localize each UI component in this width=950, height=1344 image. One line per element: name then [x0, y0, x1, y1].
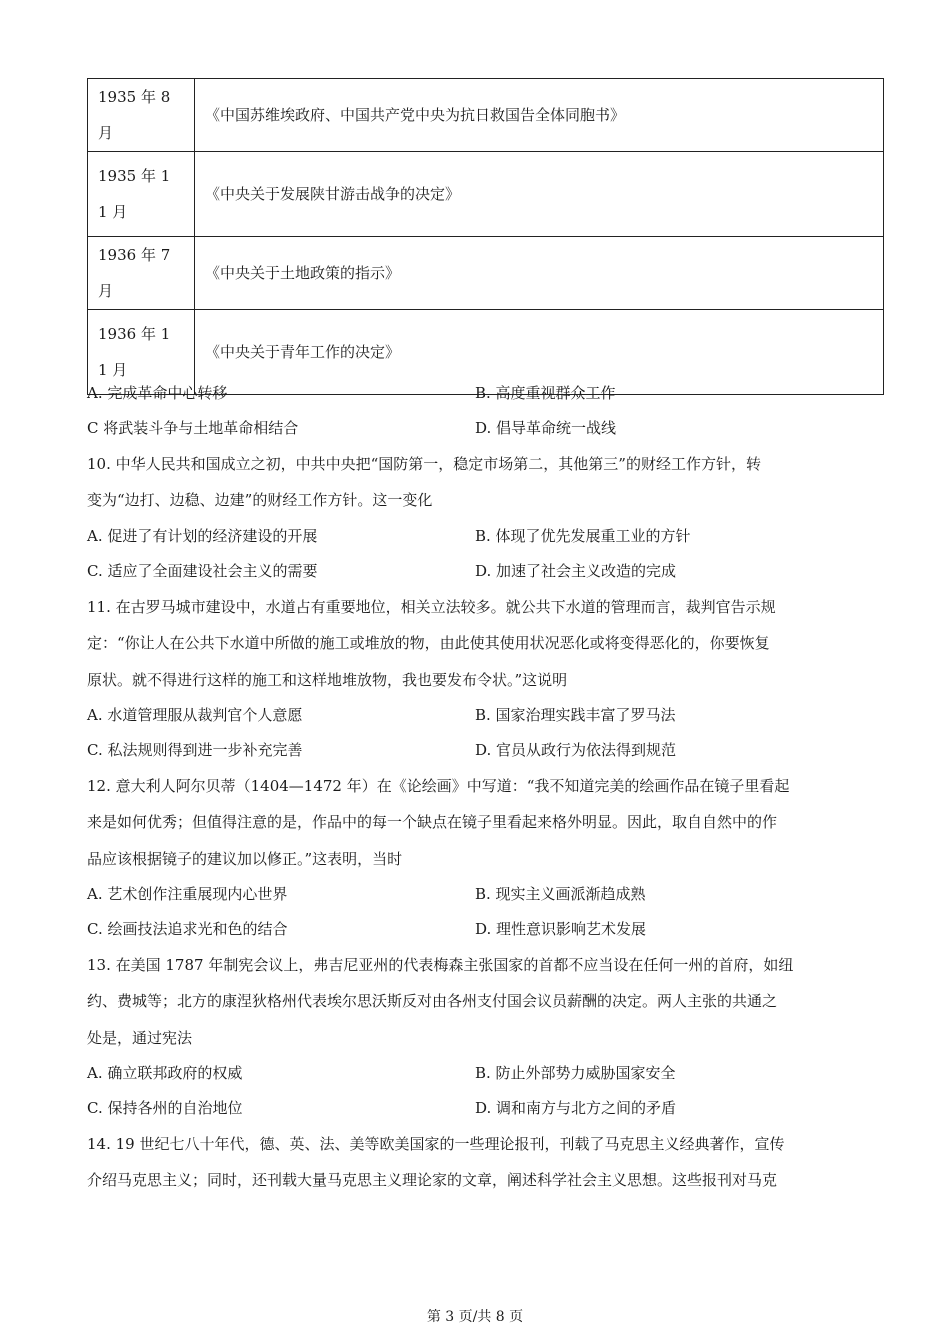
q13-stem-line: 约、费城等；北方的康涅狄格州代表埃尔思沃斯反对由各州支付国会议员薪酬的决定。两人主张的共通之 [87, 992, 778, 1010]
q11-stem-line: 定：“你让人在公共下水道中所做的施工或堆放的物，由此使其使用状况恶化或将变得恶化的，你要恢复 [87, 634, 770, 652]
q12-stem-line: 12. 意大利人阿尔贝蒂（1404—1472 年）在《论绘画》中写道：“我不知道完美的绘画作品在镜子里看起 [87, 777, 790, 795]
table-cell-date: 1936 年 11 月 [88, 310, 195, 395]
table-cell-document: 《中央关于土地政策的指示》 [195, 237, 884, 310]
q12-option-c: C. 绘画技法追求光和色的结合 [87, 920, 288, 938]
q11-option-a: A. 水道管理服从裁判官个人意愿 [87, 706, 303, 724]
q11-stem-line: 原状。就不得进行这样的施工和这样地堆放物，我也要发布令状。”这说明 [87, 671, 568, 689]
event-table [87, 78, 884, 395]
q14-stem-line: 14. 19 世纪七八十年代，德、英、法、美等欧美国家的一些理论报刊，刊载了马克思主义经典著作，宣传 [87, 1135, 785, 1153]
q9-option-b: B. 高度重视群众工作 [475, 384, 616, 402]
table-cell-date: 1935 年 11 月 [88, 152, 195, 237]
q12-stem-line: 来是如何优秀；但值得注意的是，作品中的每一个缺点在镜子里看起来格外明显。因此，取自自然中的作 [87, 813, 778, 831]
q11-stem-line: 11. 在古罗马城市建设中，水道占有重要地位，相关立法较多。就公共下水道的管理而言，裁判官告示规 [87, 598, 776, 616]
q9-option-a: A. 完成革命中心转移 [87, 384, 228, 402]
table-row [88, 79, 884, 152]
table-row [88, 237, 884, 310]
q10-option-a: A. 促进了有计划的经济建设的开展 [87, 527, 318, 545]
q12-stem-line: 品应该根据镜子的建议加以修正。”这表明，当时 [87, 850, 403, 868]
q10-option-d: D. 加速了社会主义改造的完成 [475, 562, 677, 580]
q13-option-a: A. 确立联邦政府的权威 [87, 1064, 243, 1082]
table-cell-date: 1935 年 8 月 [88, 79, 195, 152]
q10-stem-line: 变为“边打、边稳、边建”的财经工作方针。这一变化 [87, 491, 433, 509]
q11-option-b: B. 国家治理实践丰富了罗马法 [475, 706, 676, 724]
q9-option-c: C 将武装斗争与土地革命相结合 [87, 419, 299, 437]
q10-option-c: C. 适应了全面建设社会主义的需要 [87, 562, 318, 580]
table-cell-document: 《中央关于青年工作的决定》 [195, 310, 884, 395]
q12-option-b: B. 现实主义画派渐趋成熟 [475, 885, 646, 903]
q9-option-d: D. 倡导革命统一战线 [475, 419, 617, 437]
q10-stem-line: 10. 中华人民共和国成立之初，中共中央把“国防第一，稳定市场第二，其他第三”的财经工作方针，转 [87, 455, 761, 473]
q11-option-d: D. 官员从政行为依法得到规范 [475, 741, 677, 759]
q13-option-b: B. 防止外部势力威胁国家安全 [475, 1064, 676, 1082]
q12-option-a: A. 艺术创作注重展现内心世界 [87, 885, 288, 903]
q12-option-d: D. 理性意识影响艺术发展 [475, 920, 647, 938]
q13-stem-line: 处是，通过宪法 [87, 1029, 193, 1047]
q11-option-c: C. 私法规则得到进一步补充完善 [87, 741, 303, 759]
table-row [88, 152, 884, 237]
table-cell-document: 《中央关于发展陕甘游击战争的决定》 [195, 152, 884, 237]
table-cell-date: 1936 年 7 月 [88, 237, 195, 310]
q10-option-b: B. 体现了优先发展重工业的方针 [475, 527, 691, 545]
q13-option-c: C. 保持各州的自治地位 [87, 1099, 243, 1117]
q14-stem-line: 介绍马克思主义；同时，还刊载大量马克思主义理论家的文章，阐述科学社会主义思想。这些报刊对马克 [87, 1171, 778, 1189]
q13-option-d: D. 调和南方与北方之间的矛盾 [475, 1099, 677, 1117]
table-cell-document: 《中国苏维埃政府、中国共产党中央为抗日救国告全体同胞书》 [195, 79, 884, 152]
page-number: 第 3 页/共 8 页 [426, 1309, 524, 1325]
q13-stem-line: 13. 在美国 1787 年制宪会议上，弗吉尼亚州的代表梅森主张国家的首都不应当设在任何一州的首府，如纽 [87, 956, 794, 974]
